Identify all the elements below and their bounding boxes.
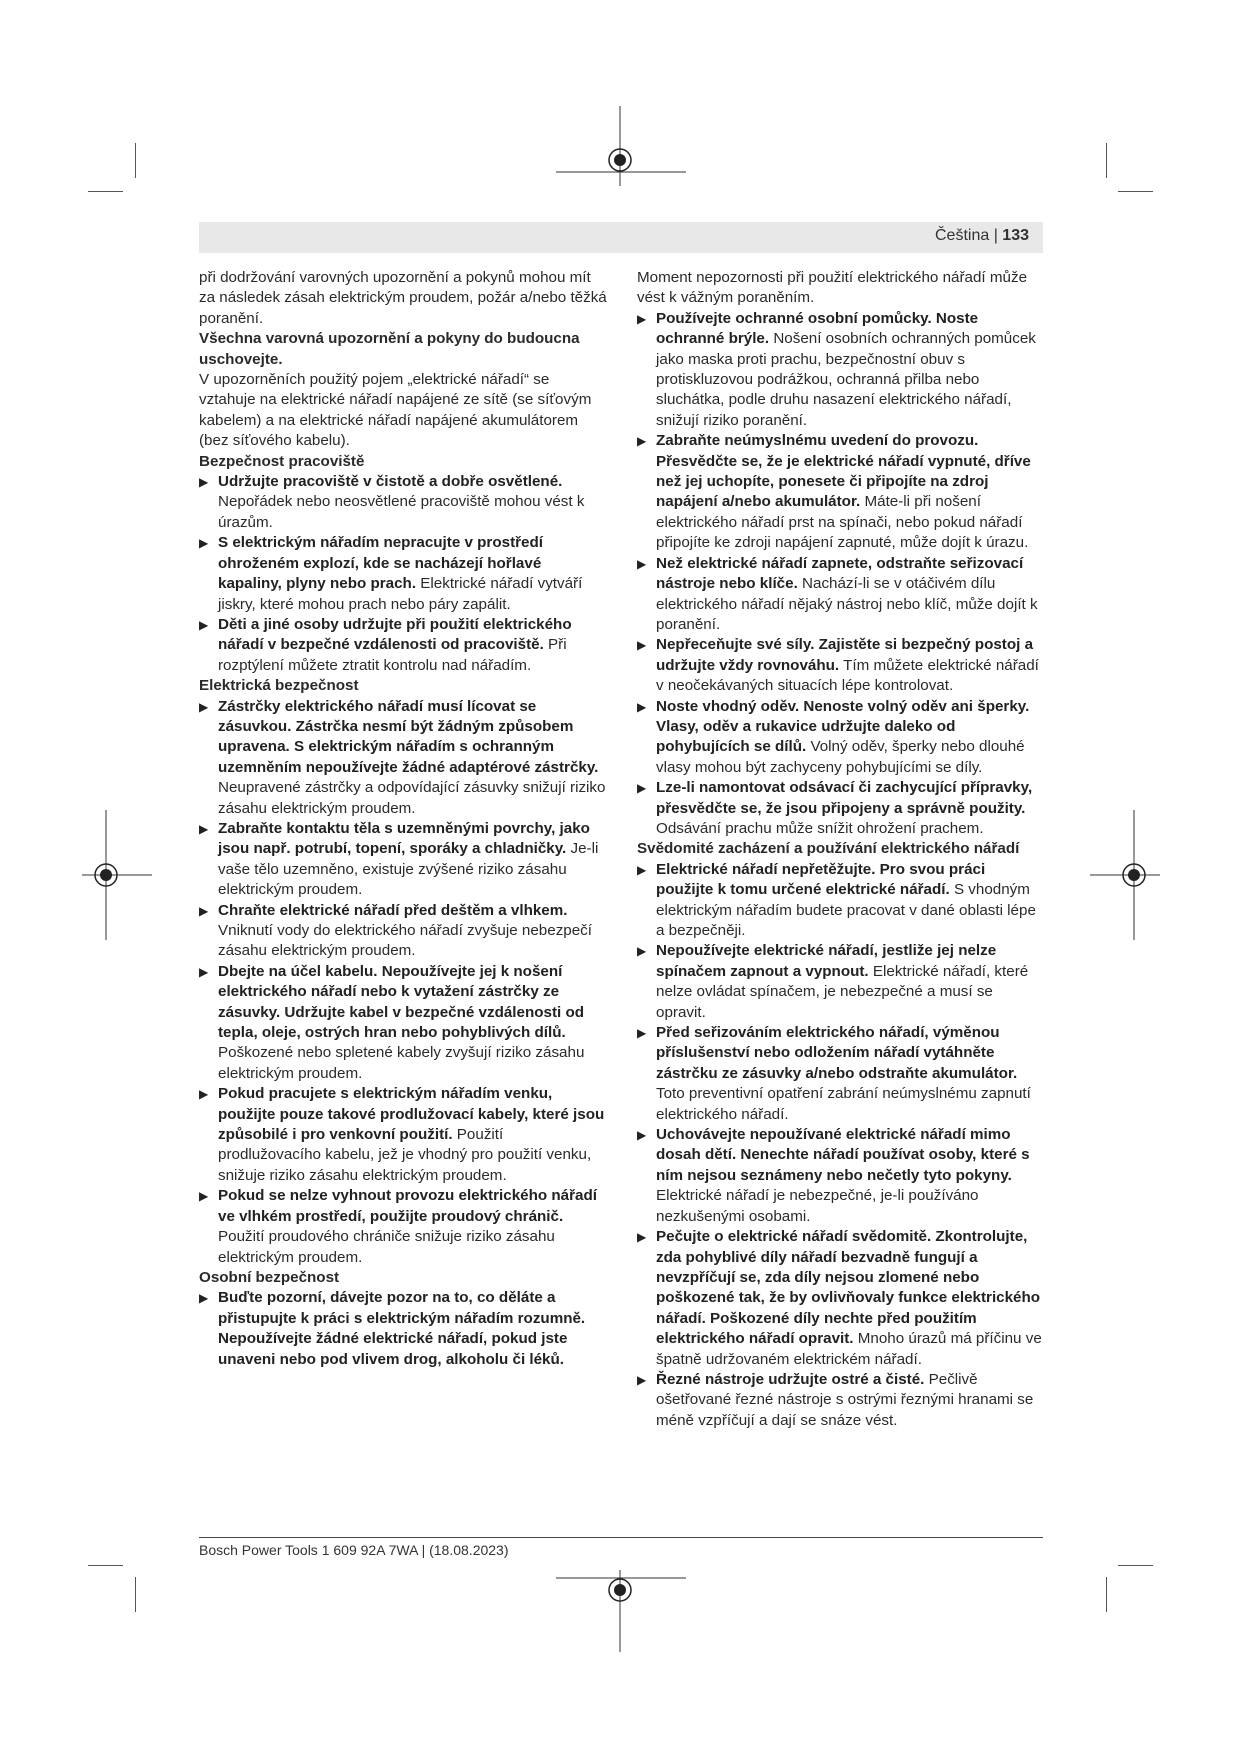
warning-item xyxy=(637,778,1044,839)
warning-item xyxy=(637,941,1044,1023)
warning-text: Je-li vaše tělo uzemněno, existuje zvýšené riziko zásahu elektrickým proudem. xyxy=(218,840,599,899)
left-sections xyxy=(199,452,609,1370)
header-separator: | xyxy=(993,227,998,244)
warning-bold: Děti a jiné osoby udržujte při použití elektrického nářadí v bezpečné vzdálenosti od pracoviště. xyxy=(218,615,572,654)
warning-item xyxy=(637,1023,1044,1125)
warning-text: Mnoho úrazů má příčinu ve špatně udržovaném elektrickém nářadí. xyxy=(656,1330,1042,1368)
warning-text: Elektrické nářadí je nebezpečné, je-li používáno nezkušenými osobami. xyxy=(656,1187,979,1225)
warning-item xyxy=(199,1084,609,1186)
footer-divider xyxy=(199,1537,1043,1538)
warning-item xyxy=(199,901,609,962)
warning-text: Elektrické nářadí vytváří jiskry, které mohou prach nebo páry zapálit. xyxy=(218,575,583,613)
warning-text: S vhodným elektrickým nářadím budete pracovat v dané oblasti lépe a bezpečněji. xyxy=(656,881,1036,939)
crop-mark xyxy=(88,191,123,192)
header-text xyxy=(935,227,1029,245)
warning-bold: Buďte pozorní, dávejte pozor na to, co děláte a přistupujte k práci s elektrickým nářadím rozumně. Nepoužívejte žádné elektrické nářadí, pokud jste unaveni nebo pod vlivem drog, alkoholu či léků. xyxy=(218,1289,586,1368)
warning-item xyxy=(199,697,609,819)
warning-bold: Nepřeceňujte své síly. Zajistěte si bezpečný postoj a udržujte vždy rovnováhu. xyxy=(656,636,1034,674)
warning-text: Vniknutí vody do elektrického nářadí zvyšuje nebezpečí zásahu elektrickým proudem. xyxy=(218,922,592,960)
warning-bold: Lze-li namontovat odsávací či zachycující přípravky, přesvědčte se, že jsou připojeny a správně použity. xyxy=(656,779,1033,817)
warning-text: Pečlivě ošetřované řezné nástroje s ostrými řeznými hranami se méně vzpříčují a dají se snáze vést. xyxy=(656,1370,1034,1429)
header-language: Čeština xyxy=(934,227,990,244)
warning-bold: Zabraňte neúmyslnému uvedení do provozu. Přesvědčte se, že je elektrické nářadí vypnuté, dříve než jej uchopíte, ponesete či připojíte na zdroj napájení a/nebo akumulátor. xyxy=(656,432,1031,511)
crop-mark xyxy=(135,1577,136,1612)
warning-item xyxy=(199,615,609,676)
warning-bold: Pečujte o elektrické nářadí svědomitě. Zkontrolujte, zda pohyblivé díly nářadí bezvadně fungují a nevzpříčují se, zda díly nejsou zlomené nebo poškozené tak, že by ovlivňovaly funkce elektrického nářadí. Poškozené díly nechte před použitím elektrického nářadí opravit. xyxy=(656,1228,1041,1348)
crop-mark xyxy=(135,143,136,178)
continuation-text: Moment nepozornosti při použití elektrického nářadí může vést k vážným poraněním. xyxy=(637,269,1028,307)
warning-item xyxy=(637,1370,1044,1431)
registration-mark-icon xyxy=(1090,810,1180,940)
warning-text: Elektrické nářadí, které nelze ovládat spínačem, je nebezpečné a musí se opravit. xyxy=(656,962,1029,1021)
right-items-bottom xyxy=(637,860,1044,1431)
warning-text: Volný oděv, šperky nebo dlouhé vlasy mohou být zachyceny pohybujícími se díly. xyxy=(656,738,1025,776)
definition-text: V upozorněních použitý pojem „elektrické nářadí“ se vztahuje na elektrické nářadí napájené ze sítě (se síťovým kabelem) a na elektrické nářadí napájené akumulátorem (bez síťového kabelu). xyxy=(199,371,592,450)
warning-text: Použití proudového chrániče snižuje riziko zásahu elektrickým proudem. xyxy=(218,1228,555,1266)
right-items-top xyxy=(637,309,1044,840)
registration-mark-icon xyxy=(556,106,686,202)
warning-text: Odsávání prachu může snížit ohrožení prachem. xyxy=(656,819,984,837)
warning-text: Poškozené nebo spletené kabely zvyšují riziko zásahu elektrickým proudem. xyxy=(218,1044,585,1082)
section-heading: Bezpečnost pracoviště xyxy=(199,452,365,470)
warning-item xyxy=(199,1288,609,1370)
section-heading: Elektrická bezpečnost xyxy=(199,677,359,695)
warning-text: Použití prodlužovacího kabelu, jež je vhodný pro použití venku, snižuje riziko zásahu elektrickým proudem. xyxy=(218,1126,592,1184)
warning-bold: Používejte ochranné osobní pomůcky. Noste ochranné brýle. xyxy=(656,309,979,348)
warning-bold: S elektrickým nářadím nepracujte v prostředí ohroženém explozí, kde se nacházejí hořlavé kapaliny, plyny nebo prach. xyxy=(218,534,543,593)
warning-item xyxy=(637,697,1044,779)
warning-bold: Udržujte pracoviště v čistotě a dobře osvětlené. xyxy=(218,473,563,491)
warning-bold: Uchovávejte nepoužívané elektrické nářadí mimo dosah dětí. Nenechte nářadí používat osoby, které s ním nejsou seznámeny nebo nečetly tyto pokyny. xyxy=(656,1126,1030,1184)
registration-mark-icon xyxy=(556,1560,686,1656)
warning-text: Nepořádek nebo neosvětlené pracoviště mohou vést k úrazům. xyxy=(218,493,585,531)
warning-item xyxy=(199,1186,609,1268)
page-header xyxy=(199,222,1043,253)
warning-item xyxy=(637,431,1044,553)
section-heading: Svědomité zacházení a používání elektrického nářadí xyxy=(637,840,1020,858)
warning-text: Toto preventivní opatření zabrání neúmyslnému zapnutí elektrického nářadí. xyxy=(656,1085,1031,1123)
warning-text: Nachází-li se v otáčivém dílu elektrického nářadí nějaký nástroj nebo klíč, může dojít k poranění. xyxy=(656,575,1038,633)
section-heading: Osobní bezpečnost xyxy=(199,1268,340,1286)
warning-bold: Chraňte elektrické nářadí před deštěm a vlhkem. xyxy=(218,901,568,919)
crop-mark xyxy=(1106,143,1107,178)
warning-item xyxy=(637,554,1044,636)
footer-text: Bosch Power Tools 1 609 92A 7WA | (18.08.2023) xyxy=(199,1542,509,1558)
warning-item xyxy=(637,635,1044,696)
crop-mark xyxy=(1118,1565,1153,1566)
warning-text: Neupravené zástrčky a odpovídající zásuvky snižují riziko zásahu elektrickým proudem. xyxy=(218,779,606,817)
crop-mark xyxy=(1118,191,1153,192)
warning-bold: Před seřizováním elektrického nářadí, výměnou příslušenství nebo odložením nářadí vytáhněte zástrčku ze zásuvky a/nebo odstraňte akumulátor. xyxy=(656,1024,1018,1082)
crop-mark xyxy=(88,1565,123,1566)
warning-bold: Pokud se nelze vyhnout provozu elektrického nářadí ve vlhkém prostředí, použijte proudový chránič. xyxy=(218,1187,597,1225)
keep-warnings-text: Všechna varovná upozornění a pokyny do budoucna uschovejte. xyxy=(199,330,580,368)
warning-text: Máte-li při nošení elektrického nářadí prst na spínači, nebo pokud nářadí připojíte ke zdroji napájení zapnuté, může dojít k úrazu. xyxy=(656,493,1029,552)
intro-text: při dodržování varovných upozornění a pokynů mohou mít za následek zásah elektrickým proudem, požár a/nebo těžká poranění. xyxy=(199,269,607,327)
warning-item xyxy=(637,1125,1044,1227)
warning-item xyxy=(199,533,609,615)
warning-bold: Pokud pracujete s elektrickým nářadím venku, použijte pouze takové prodlužovací kabely, které jsou způsobilé i pro venkovní použití. xyxy=(218,1085,605,1144)
warning-item xyxy=(199,819,609,901)
warning-item xyxy=(637,860,1044,942)
warning-text: Nošení osobních ochranných pomůcek jako maska proti prachu, bezpečnostní obuv s protiskluzovou podrážkou, ochranná přilba nebo sluchátka, podle druhu nasazení elektrického nářadí, snižují riziko poranění. xyxy=(656,330,1036,429)
right-column xyxy=(637,268,1044,1431)
warning-item xyxy=(637,1227,1044,1370)
warning-bold: Než elektrické nářadí zapnete, odstraňte seřizovací nástroje nebo klíče. xyxy=(656,554,1024,593)
warning-bold: Řezné nástroje udržujte ostré a čisté. xyxy=(656,1370,925,1388)
warning-item xyxy=(199,962,609,1084)
warning-item xyxy=(637,309,1044,431)
warning-bold: Nepoužívejte elektrické nářadí, jestliže jej nelze spínačem zapnout a vypnout. xyxy=(656,942,997,980)
warning-bold: Noste vhodný oděv. Nenoste volný oděv ani šperky. Vlasy, oděv a rukavice udržujte daleko od pohybujících se dílů. xyxy=(656,697,1030,756)
warning-bold: Zabraňte kontaktu těla s uzemněnými povrchy, jako jsou např. potrubí, topení, sporáky a chladničky. xyxy=(218,819,590,858)
warning-bold: Elektrické nářadí nepřetěžujte. Pro svou práci použijte k tomu určené elektrické nářadí. xyxy=(656,860,986,899)
registration-mark-icon xyxy=(62,810,152,940)
warning-bold: Dbejte na účel kabelu. Nepoužívejte jej k nošení elektrického nářadí nebo k vytažení zástrčky ze zásuvky. Udržujte kabel v bezpečné vzdálenosti od tepla, oleje, ostrých hran nebo pohyblivých dílů. xyxy=(218,962,585,1042)
warning-item xyxy=(199,472,609,533)
warning-text: Při rozptýlení můžete ztratit kontrolu nad nářadím. xyxy=(218,636,567,674)
warning-text: Tím můžete elektrické nářadí v neočekávaných situacích lépe kontrolovat. xyxy=(656,656,1039,695)
crop-mark xyxy=(1106,1577,1107,1612)
left-column xyxy=(199,268,609,1370)
page-number: 133 xyxy=(1002,227,1029,244)
warning-bold: Zástrčky elektrického nářadí musí lícovat se zásuvkou. Zástrčka nesmí být žádným způsobem upravena. S elektrickým nářadím s ochranným uzemněním nepoužívejte žádné adaptérové zástrčky. xyxy=(218,697,599,776)
